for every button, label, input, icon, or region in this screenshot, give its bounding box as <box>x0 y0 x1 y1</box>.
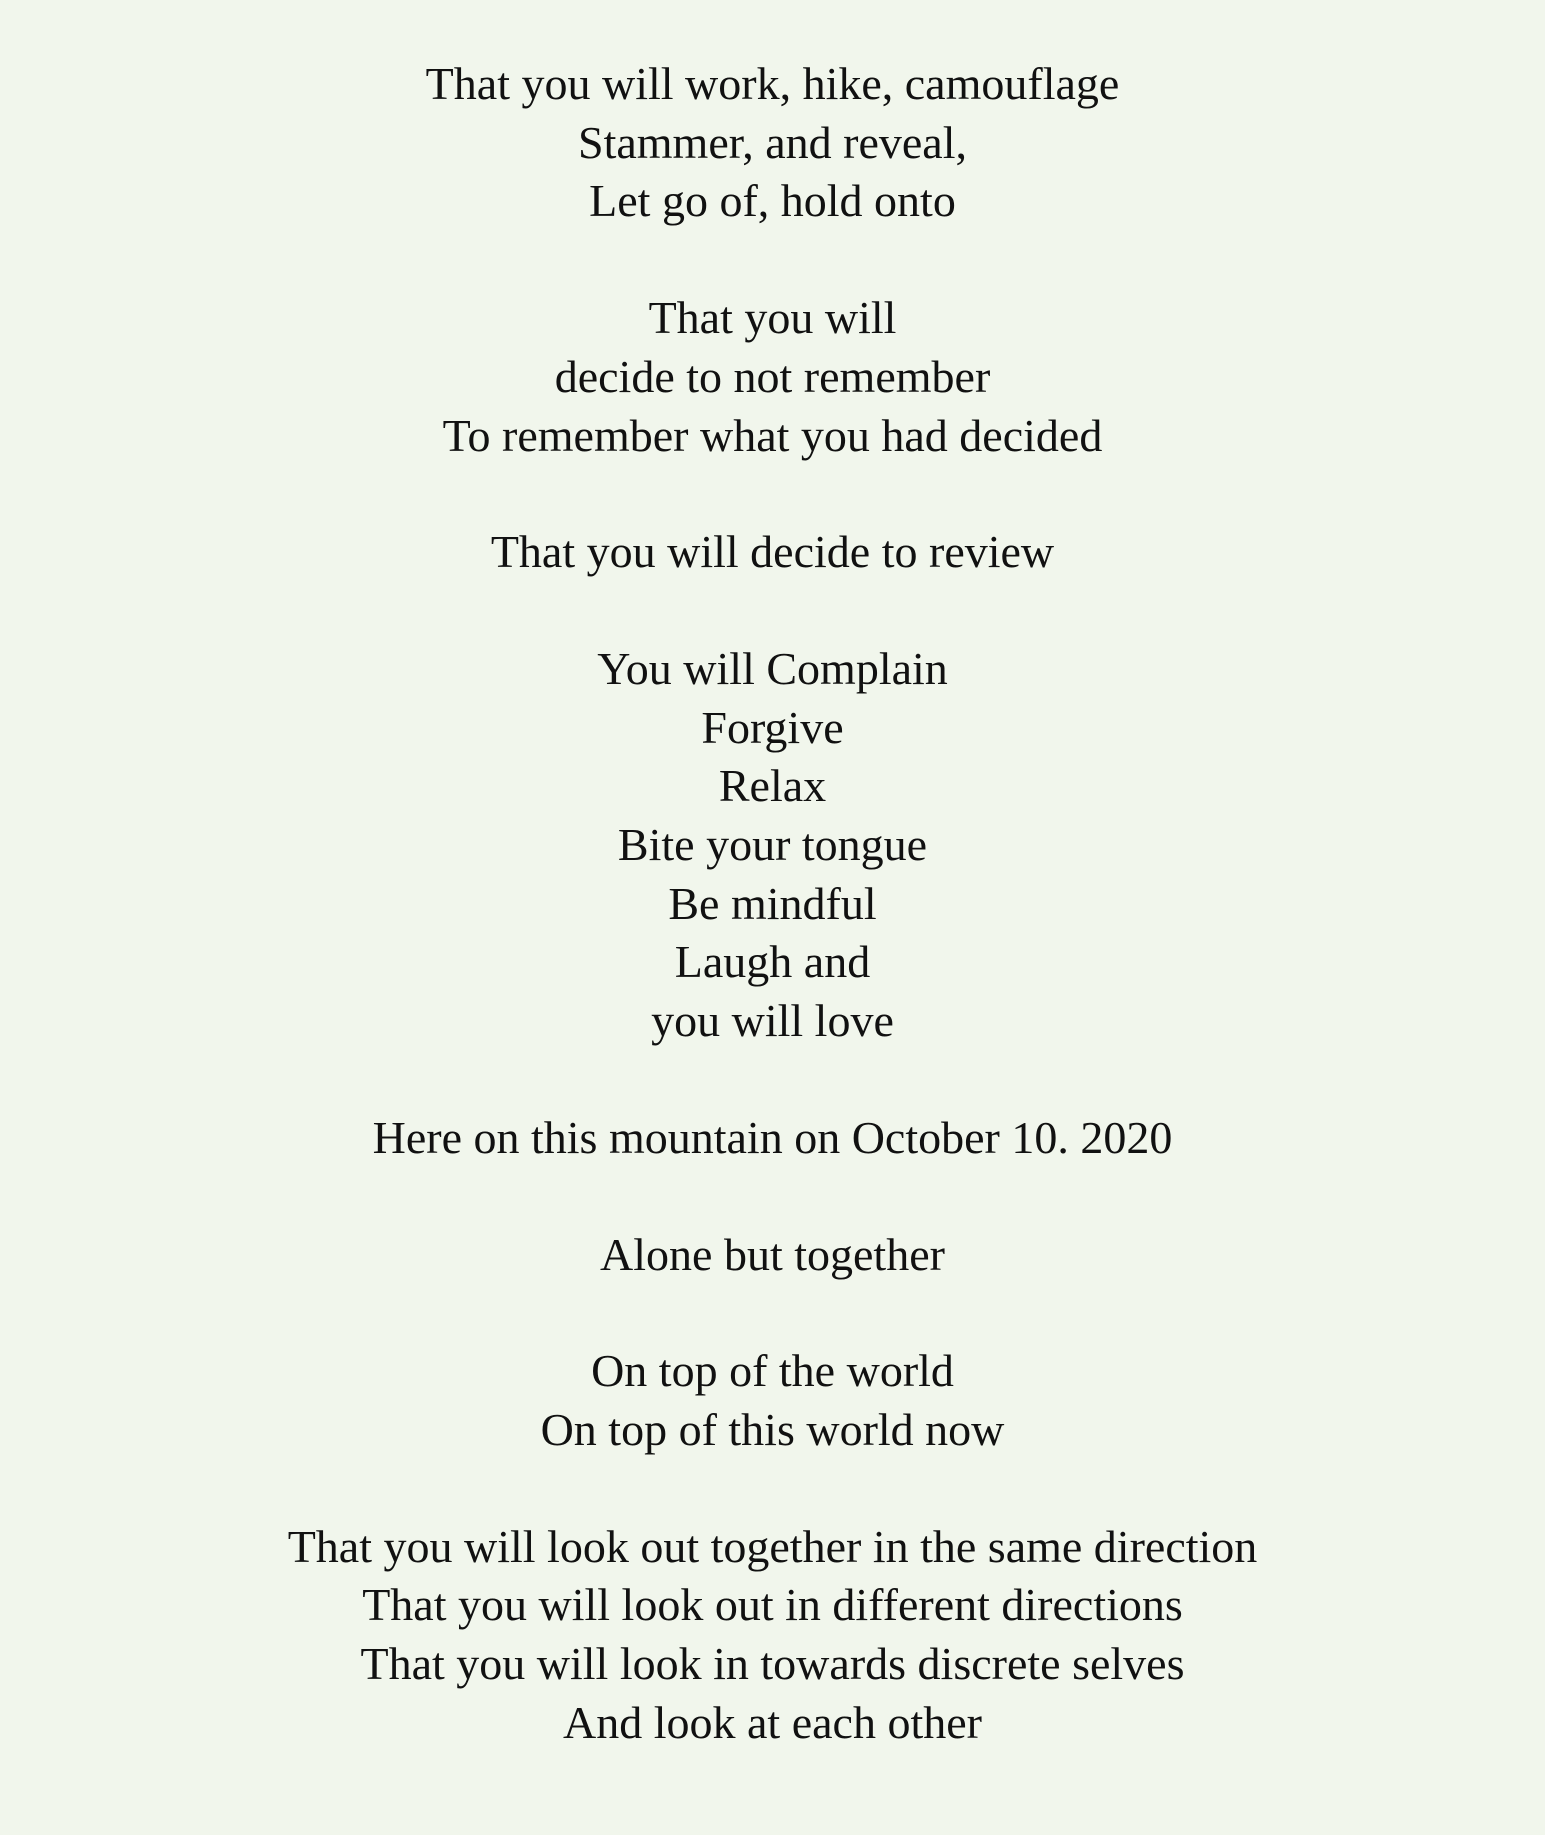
poem-line: On top of the world <box>591 1345 954 1397</box>
poem-line: That you will look in towards discrete selves <box>360 1638 1185 1690</box>
stanza-5 <box>0 1109 1545 1168</box>
poem-line: To remember what you had decided <box>442 409 1103 461</box>
stanza-2 <box>0 289 1545 465</box>
stanza-7 <box>0 1342 1545 1459</box>
poem-line: That you will look out together in the same direction <box>287 1520 1258 1572</box>
poem-line: On top of this world now <box>540 1403 1005 1455</box>
poem-text <box>0 55 1545 1752</box>
poem-line: decide to not remember <box>554 350 991 402</box>
poem-line: Relax <box>718 760 827 812</box>
poem-line: That you will look out in different directions <box>362 1579 1183 1631</box>
poem-line: Laugh and <box>674 936 871 988</box>
poem-line: Forgive <box>701 701 844 753</box>
poem-line: That you will work, hike, camouflage <box>425 58 1120 109</box>
poem-line: Be mindful <box>668 877 877 929</box>
poem-line: you will love <box>651 995 894 1047</box>
poem-line: And look at each other <box>563 1696 982 1748</box>
poem-line: You will Complain <box>597 642 948 694</box>
stanza-8 <box>0 1518 1545 1753</box>
poem-line: Alone but together <box>600 1228 945 1280</box>
stanza-6 <box>0 1226 1545 1285</box>
stanza-1 <box>0 55 1545 231</box>
poem-line: That you will decide to review <box>490 526 1055 578</box>
stanza-3 <box>0 523 1545 582</box>
poem-line: Stammer, and reveal, <box>577 116 967 168</box>
stanza-4 <box>0 640 1545 1051</box>
poem-line: Here on this mountain on October 10. 2020 <box>372 1111 1173 1163</box>
poem-line: Bite your tongue <box>617 819 928 871</box>
poem-line: That you will <box>648 292 897 344</box>
poem-line: Let go of, hold onto <box>589 175 956 227</box>
